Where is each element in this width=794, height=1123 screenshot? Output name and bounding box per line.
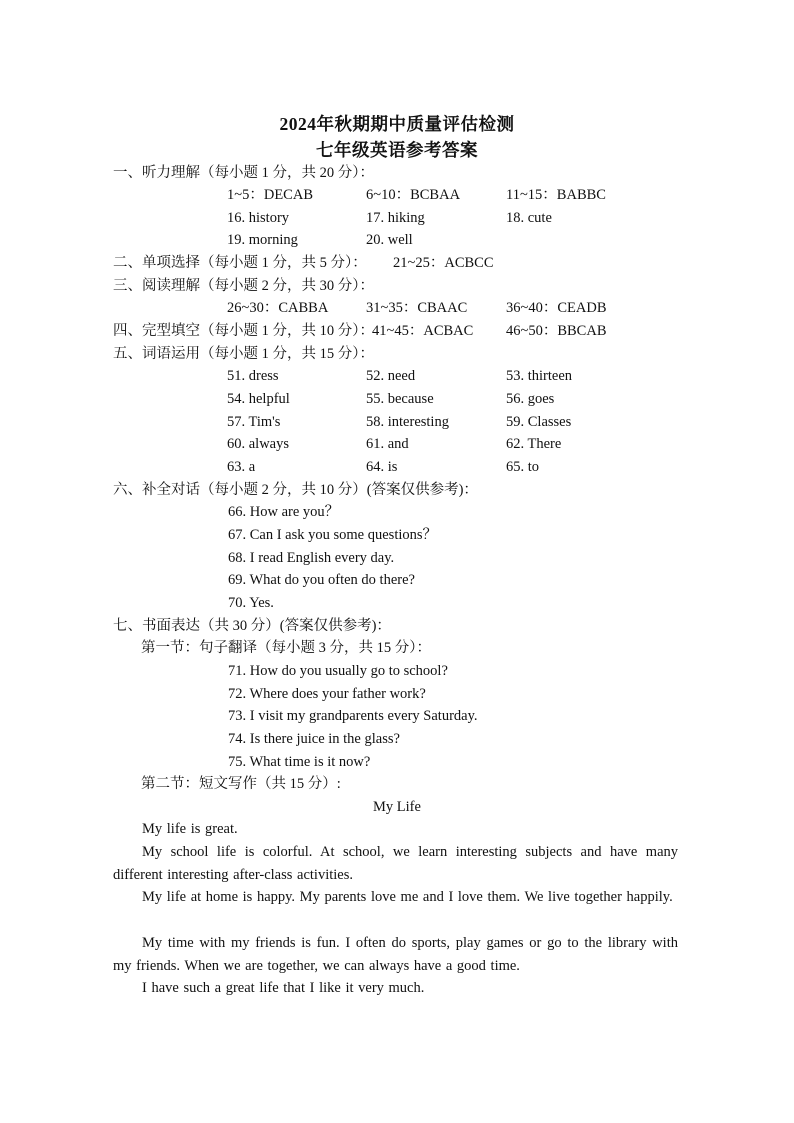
section6-item: 69. What do you often do there? bbox=[228, 572, 415, 588]
document-subtitle: 七年级英语参考答案 bbox=[316, 140, 478, 160]
section5-heading: 五、词语运用（每小题 1 分，共 15 分）： bbox=[113, 346, 374, 362]
section5-answer: 52. need bbox=[366, 368, 416, 384]
translation-item: 75. What time is it now? bbox=[228, 754, 371, 770]
document-title: 2024年秋期期中质量评估检测 bbox=[279, 114, 515, 134]
section1-answer: 19. morning bbox=[227, 232, 298, 248]
section3-answer: 26~30：CABBA bbox=[227, 300, 329, 316]
section5-answer: 54. helpful bbox=[227, 391, 290, 407]
section1-heading: 一、听力理解（每小题 1 分，共 20 分）： bbox=[113, 165, 374, 181]
section5-answer: 59. Classes bbox=[506, 414, 572, 430]
section6-item: 68. I read English every day. bbox=[228, 550, 395, 566]
section1-answer: 6~10：BCBAA bbox=[366, 187, 461, 203]
section5-answer: 62. There bbox=[506, 436, 562, 452]
section2-answer: 21~25：ACBCC bbox=[393, 255, 494, 271]
translation-item: 74. Is there juice in the glass? bbox=[228, 731, 400, 747]
section3-heading: 三、阅读理解（每小题 2 分，共 30 分）： bbox=[113, 278, 374, 294]
section7-heading: 七、书面表达（共 30 分）(答案仅供参考)： bbox=[113, 618, 391, 634]
section6-item: 70. Yes. bbox=[228, 595, 274, 611]
section1-answer: 18. cute bbox=[506, 210, 552, 226]
section4-answer: 41~45：ACBAC bbox=[372, 323, 474, 339]
section7-part2-heading: 第二节：短文写作（共 15 分）: bbox=[141, 776, 341, 792]
section5-answer: 55. because bbox=[366, 391, 434, 407]
translation-item: 72. Where does your father work? bbox=[228, 686, 426, 702]
essay-paragraph: My time with my friends is fun. I often do sports, play games or go to the library with my friends. When we are together, we can always have a good time. bbox=[113, 935, 678, 974]
section1-answer: 1~5：DECAB bbox=[227, 187, 313, 203]
section2-heading: 二、单项选择（每小题 1 分，共 5 分）： bbox=[113, 255, 367, 271]
essay-paragraph: I have such a great life that I like it very much. bbox=[142, 980, 425, 996]
section5-answer: 64. is bbox=[366, 459, 398, 475]
section6-item: 67. Can I ask you some questions？ bbox=[228, 527, 438, 543]
section3-answer: 31~35：CBAAC bbox=[366, 300, 468, 316]
section4-answer: 46~50：BBCAB bbox=[506, 323, 607, 339]
essay-paragraph: My life is great. bbox=[142, 821, 238, 837]
section6-item: 66. How are you？ bbox=[228, 504, 340, 520]
section5-answer: 60. always bbox=[227, 436, 290, 452]
section5-answer: 51. dress bbox=[227, 368, 279, 384]
section5-answer: 65. to bbox=[506, 459, 540, 475]
section7-part1-heading: 第一节：句子翻译（每小题 3 分，共 15 分）： bbox=[141, 640, 431, 656]
section6-heading: 六、补全对话（每小题 2 分，共 10 分）(答案仅供参考)： bbox=[113, 482, 478, 498]
section4-heading: 四、完型填空（每小题 1 分，共 10 分）： bbox=[113, 323, 374, 339]
essay-paragraph: My school life is colorful. At school, we learn interesting subjects and have many different interesting after-class activities. bbox=[113, 844, 678, 883]
section3-answer: 36~40：CEADB bbox=[506, 300, 607, 316]
section1-answer: 11~15：BABBC bbox=[506, 187, 606, 203]
section5-answer: 53. thirteen bbox=[506, 368, 573, 384]
section5-answer: 56. goes bbox=[506, 391, 555, 407]
section5-answer: 58. interesting bbox=[366, 414, 449, 430]
essay-paragraph: My life at home is happy. My parents love me and I love them. We live together happily. bbox=[142, 889, 673, 905]
translation-item: 73. I visit my grandparents every Saturday. bbox=[228, 708, 478, 724]
translation-item: 71. How do you usually go to school? bbox=[228, 663, 448, 679]
section1-answer: 20. well bbox=[366, 232, 413, 248]
section1-answer: 17. hiking bbox=[366, 210, 425, 226]
section1-answer: 16. history bbox=[227, 210, 290, 226]
section5-answer: 63. a bbox=[227, 459, 256, 475]
section5-answer: 61. and bbox=[366, 436, 409, 452]
essay-title: My Life bbox=[373, 799, 421, 815]
section5-answer: 57. Tim's bbox=[227, 414, 281, 430]
